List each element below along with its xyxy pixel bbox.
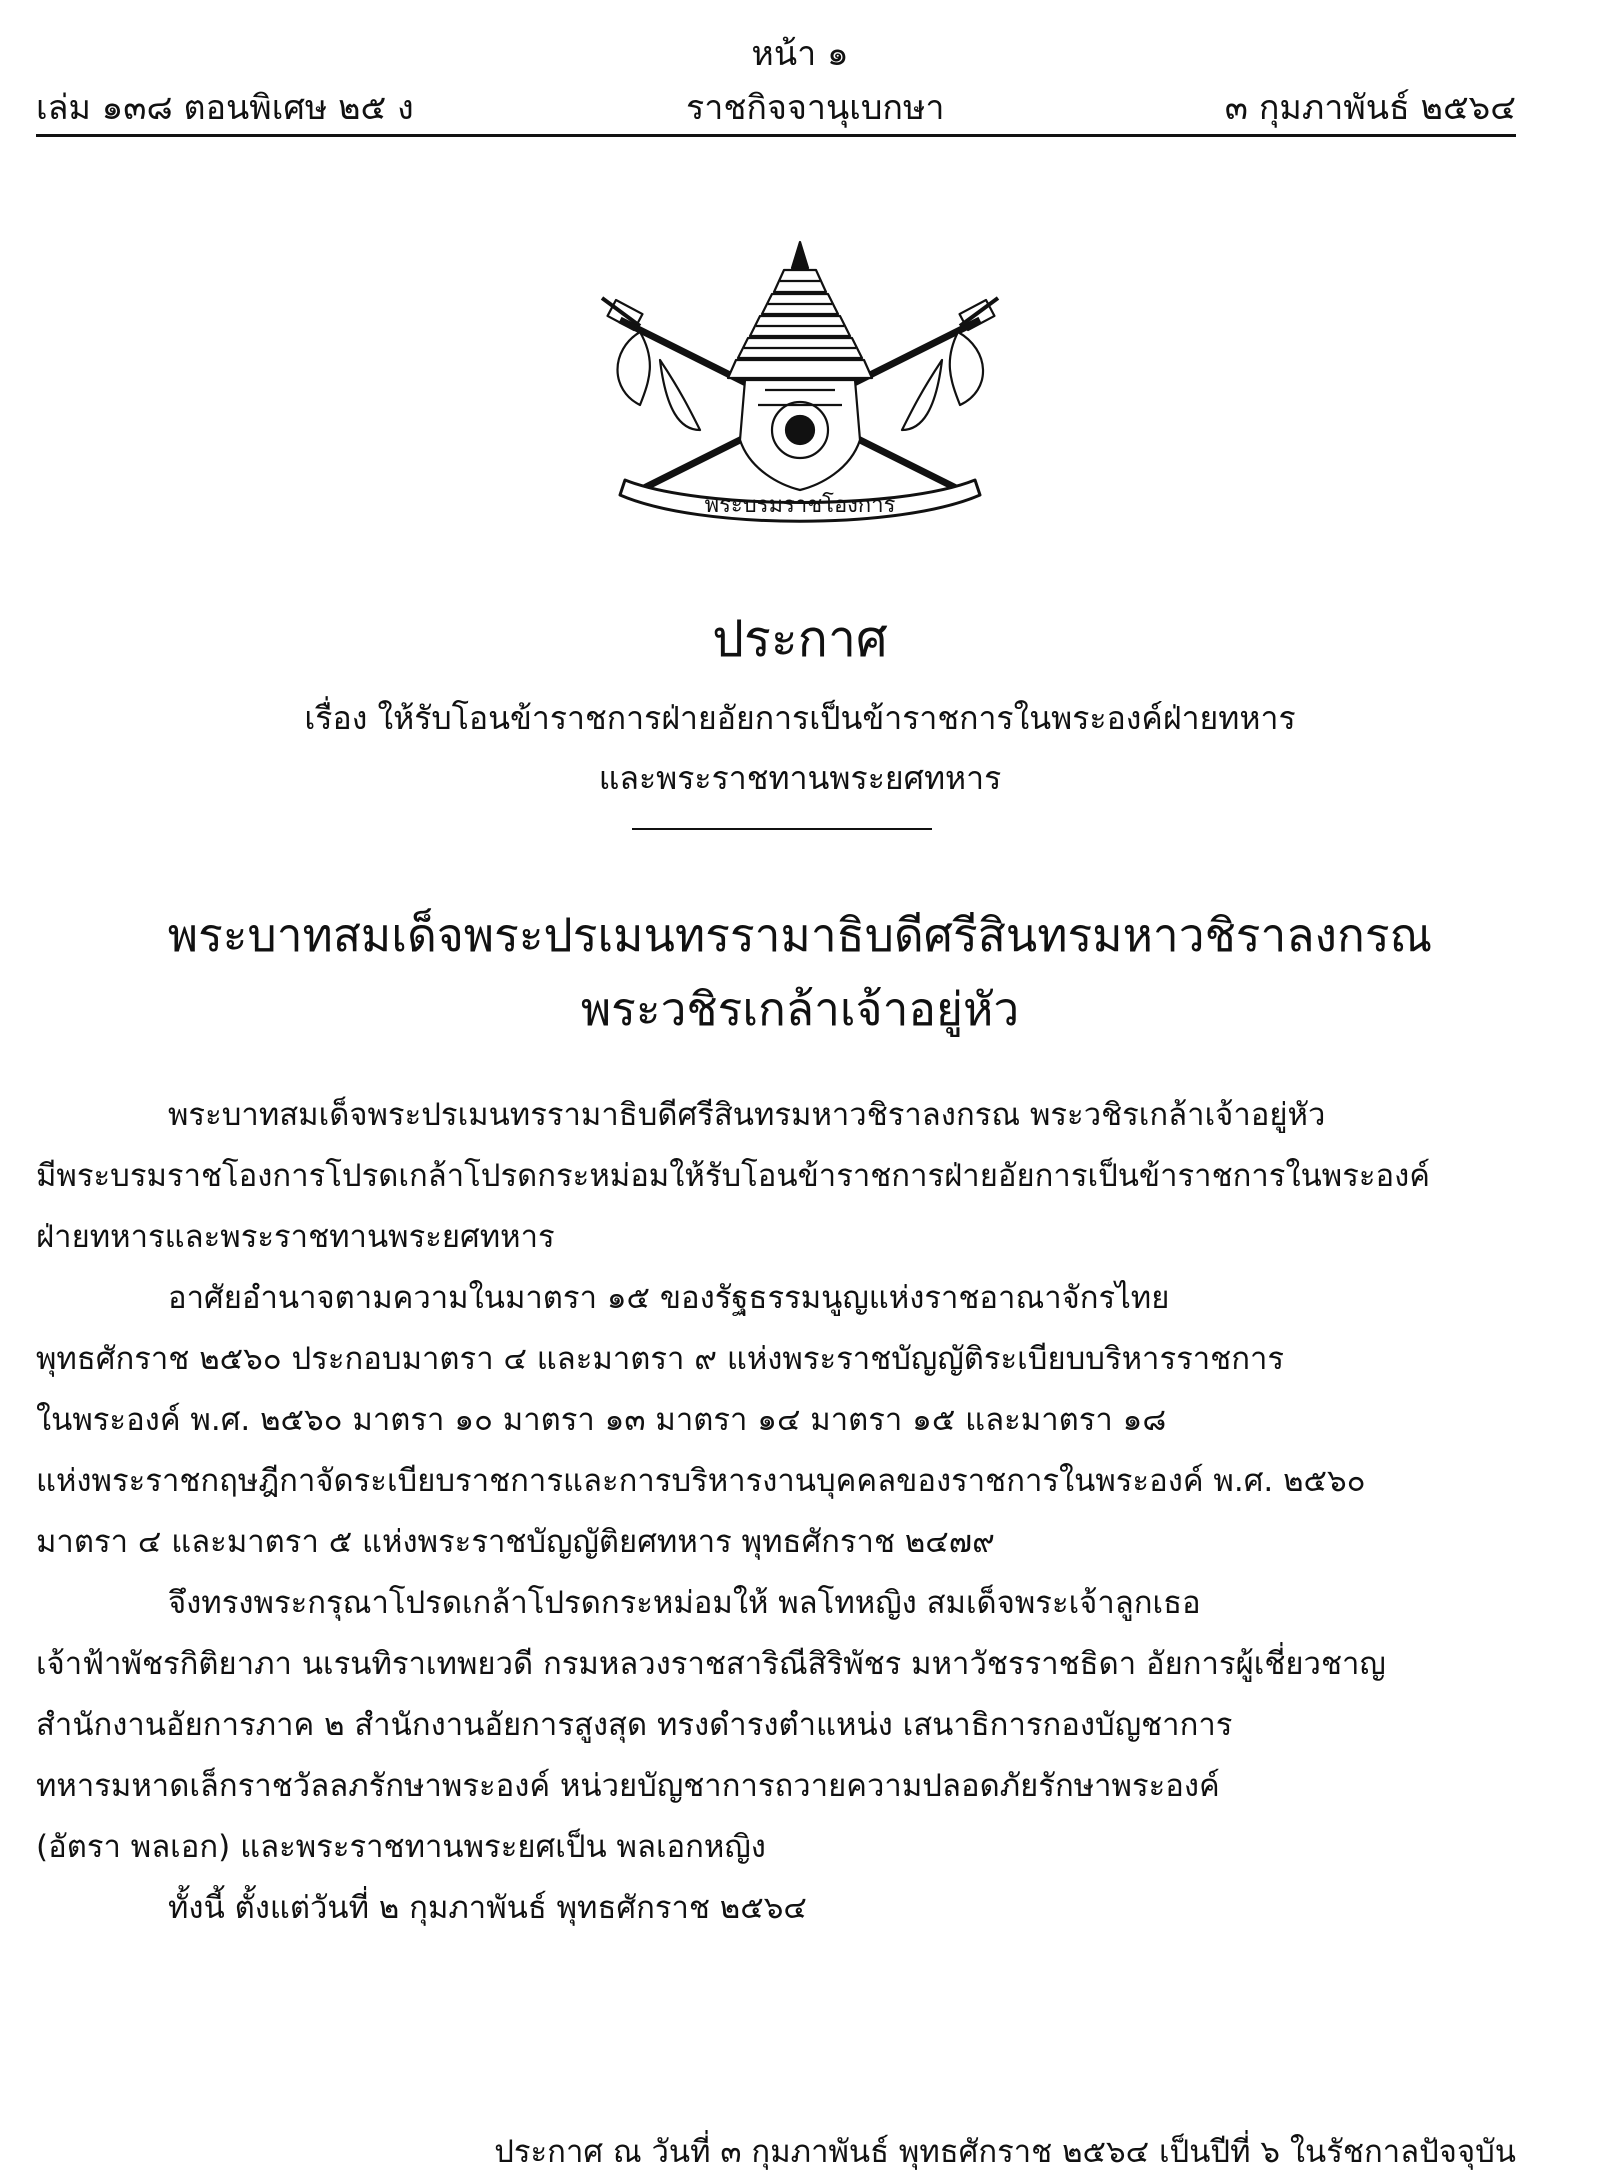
body-line: ในพระองค์ พ.ศ. ๒๕๖๐ มาตรา ๑๐ มาตรา ๑๓ มาตรา ๑๔ มาตรา ๑๕ และมาตรา ๑๘ [36, 1402, 1167, 1438]
king-title-line: พระบาทสมเด็จพระปรเมนทรรามาธิบดีศรีสินทรมหาวชิราลงกรณ [167, 908, 1433, 962]
volume-info: เล่ม ๑๓๘ ตอนพิเศษ ๒๕ ง [36, 88, 414, 128]
body-line: อาศัยอำนาจตามความในมาตรา ๑๕ ของรัฐธรรมนูญแห่งราชอาณาจักรไทย [168, 1280, 1170, 1316]
header-divider [36, 134, 1516, 137]
gazette-header [36, 80, 1516, 130]
body-line: ฝ่ายทหารและพระราชทานพระยศทหาร [36, 1219, 555, 1255]
announcement-body [36, 1085, 1516, 1939]
body-line: พุทธศักราช ๒๕๖๐ ประกอบมาตรา ๔ และมาตรา ๙ แห่งพระราชบัญญัติระเบียบบริหารราชการ [36, 1341, 1285, 1377]
body-line: แห่งพระราชกฤษฎีกาจัดระเบียบราชการและการบริหารงานบุคคลของราชการในพระองค์ พ.ศ. ๒๕๖๐ [36, 1463, 1366, 1499]
subject-line: เรื่อง ให้รับโอนข้าราชการฝ่ายอัยการเป็นข้าราชการในพระองค์ฝ่ายทหาร [304, 699, 1296, 737]
closing-date-line: ประกาศ ณ วันที่ ๓ กุมภาพันธ์ พุทธศักราช ๒๕๖๔ เป็นปีที่ ๖ ในรัชกาลปัจจุบัน [494, 2134, 1516, 2170]
publication-name: ราชกิจจานุเบกษา [686, 88, 945, 128]
title-divider [632, 828, 932, 830]
announcement-subject [0, 688, 1600, 808]
king-title [0, 898, 1600, 1046]
body-line: ทั้งนี้ ตั้งแต่วันที่ ๒ กุมภาพันธ์ พุทธศักราช ๒๕๖๔ [168, 1890, 807, 1926]
body-line: เจ้าฟ้าพัชรกิติยาภา นเรนทิราเทพยวดี กรมหลวงราชสาริณีสิริพัชร มหาวัชรราชธิดา อัยการผู้เชี่ยวชาญ [36, 1646, 1386, 1682]
royal-emblem-icon [580, 240, 1020, 530]
page-number: หน้า ๑ [751, 34, 849, 74]
announcement-title: ประกาศ [712, 610, 888, 668]
emblem-scroll-text: พระบรมราชโองการ [704, 493, 896, 518]
body-line: มาตรา ๔ และมาตรา ๕ แห่งพระราชบัญญัติยศทหาร พุทธศักราช ๒๔๗๙ [36, 1524, 995, 1560]
subject-line: และพระราชทานพระยศทหาร [598, 759, 1002, 797]
body-line: มีพระบรมราชโองการโปรดเกล้าโปรดกระหม่อมให้รับโอนข้าราชการฝ่ายอัยการเป็นข้าราชการในพระองค์ [36, 1158, 1431, 1194]
body-line: จึงทรงพระกรุณาโปรดเกล้าโปรดกระหม่อมให้ พลโทหญิง สมเด็จพระเจ้าลูกเธอ [168, 1585, 1201, 1621]
body-line: ทหารมหาดเล็กราชวัลลภรักษาพระองค์ หน่วยบัญชาการถวายความปลอดภัยรักษาพระองค์ [36, 1768, 1220, 1804]
king-title-line: พระวชิรเกล้าเจ้าอยู่หัว [580, 982, 1020, 1036]
body-line: พระบาทสมเด็จพระปรเมนทรรามาธิบดีศรีสินทรมหาวชิราลงกรณ พระวชิรเกล้าเจ้าอยู่หัว [168, 1097, 1326, 1133]
body-line: (อัตรา พลเอก) และพระราชทานพระยศเป็น พลเอกหญิง [36, 1829, 766, 1865]
publication-date: ๓ กุมภาพันธ์ ๒๕๖๔ [1224, 88, 1516, 128]
body-line: สำนักงานอัยการภาค ๒ สำนักงานอัยการสูงสุด ทรงดำรงตำแหน่ง เสนาธิการกองบัญชาการ [36, 1707, 1233, 1743]
